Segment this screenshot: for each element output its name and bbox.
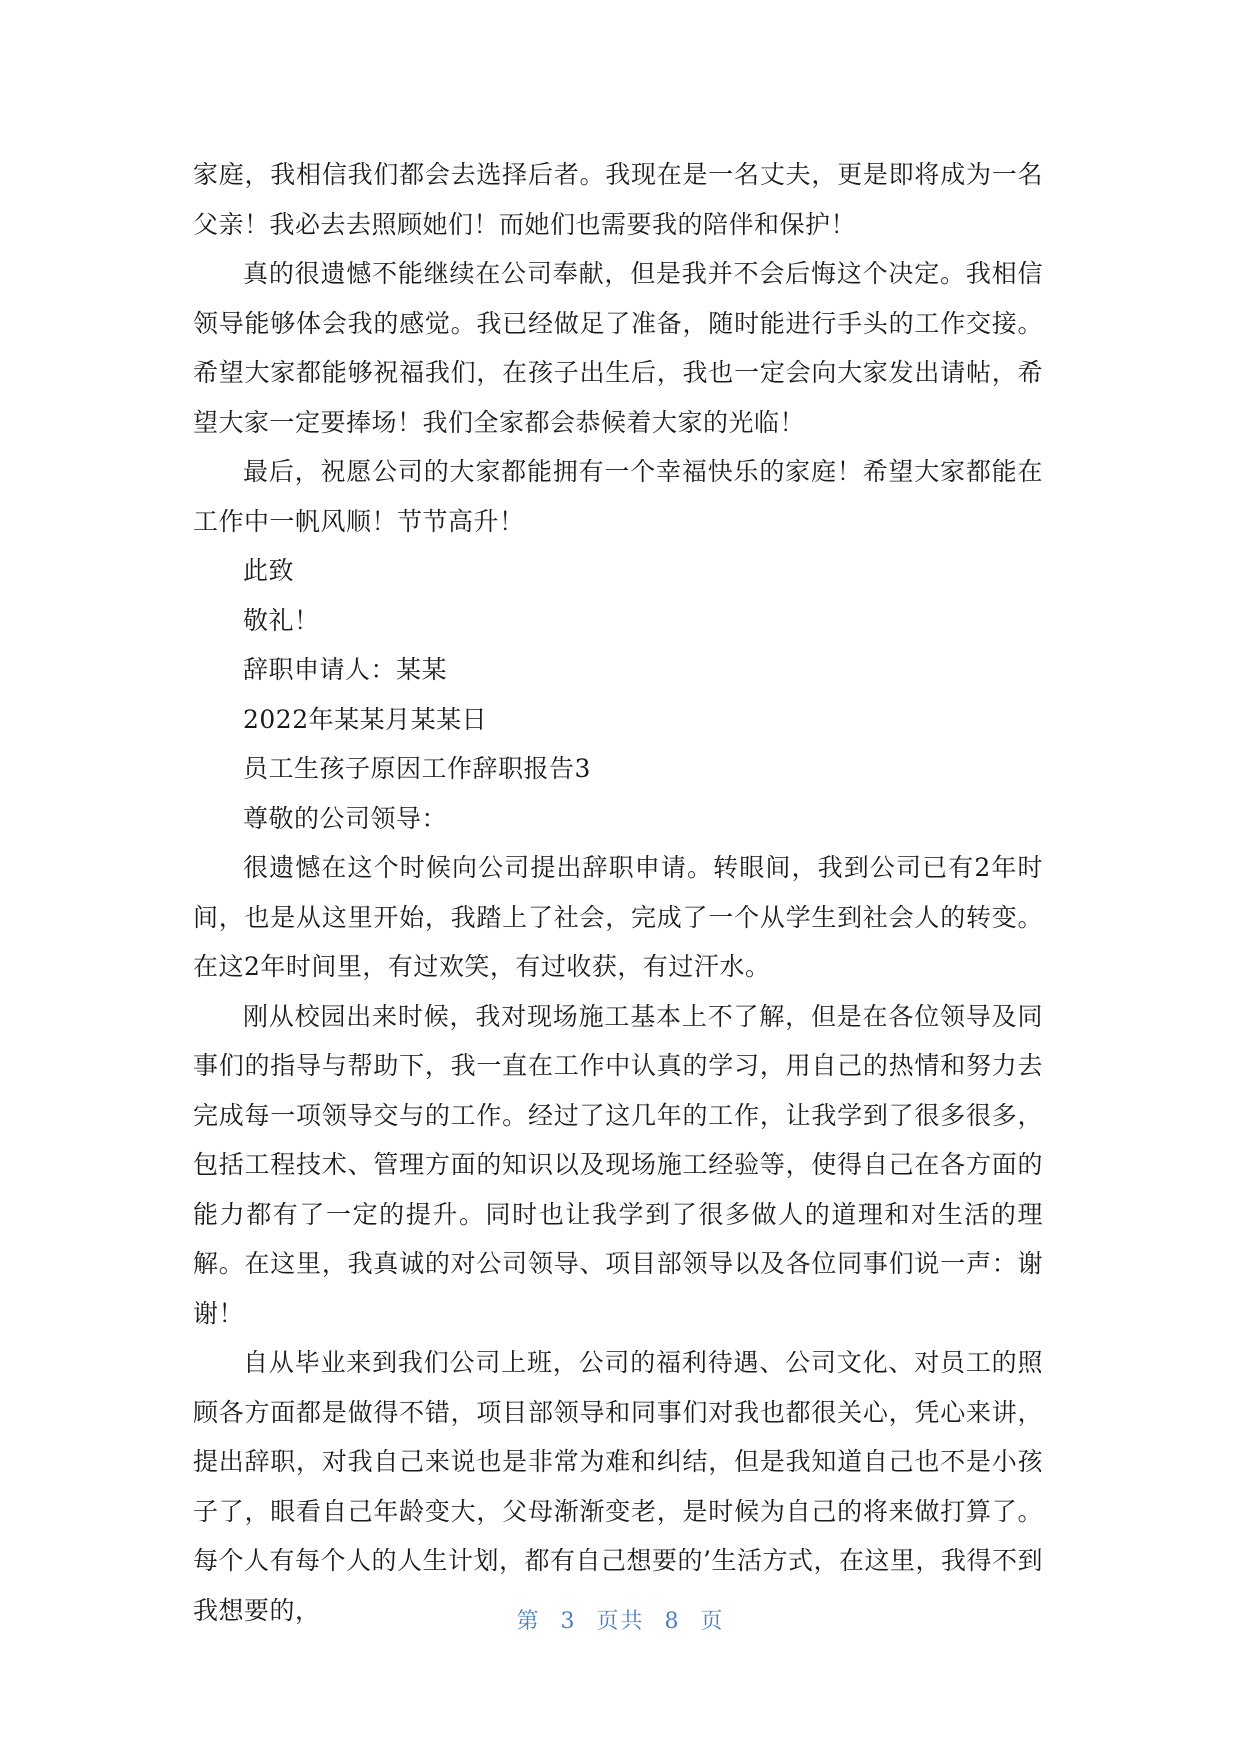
paragraph: 自从毕业来到我们公司上班，公司的福利待遇、公司文化、对员工的照顾各方面都是做得不错，项目部领导和同事们对我也都很关心，凭心来讲，提出辞职，对我自己来说也是非常为难和纠结，但是我知道自己也不是小孩子了，眼看自己年龄变大，父母渐渐变老，是时候为自己的将来做打算了。每个人有每个人的人生计划，都有自己想要的’生活方式，在这里，我得不到我想要的， <box>193 1348 1043 1625</box>
paragraph: 很遗憾在这个时候向公司提出辞职申请。转眼间，我到公司已有2年时间，也是从这里开始，我踏上了社会，完成了一个从学生到社会人的转变。在这2年时间里，有过欢笑，有过收获，有过汗水。 <box>193 853 1043 981</box>
document-body <box>193 150 1043 1635</box>
paragraph: 最后，祝愿公司的大家都能拥有一个幸福快乐的家庭！希望大家都能在工作中一帆风顺！节节高升！ <box>193 457 1043 536</box>
page-prefix: 第 <box>516 1609 541 1634</box>
paragraph: 真的很遗憾不能继续在公司奉献，但是我并不会后悔这个决定。我相信领导能够体会我的感觉。我已经做足了准备，随时能进行手头的工作交接。希望大家都能够祝福我们，在孩子出生后，我也一定会向大家发出请帖，希望大家一定要捧场！我们全家都会恭候着大家的光临！ <box>193 259 1043 437</box>
applicant-signature: 辞职申请人：某某 <box>243 655 448 684</box>
closing-salutation: 此致 <box>243 556 295 585</box>
current-page-number: 3 <box>560 1609 577 1634</box>
greeting: 尊敬的公司领导： <box>243 803 448 833</box>
paragraph: 刚从校园出来时候，我对现场施工基本上不了解，但是在各位领导及同事们的指导与帮助下，我一直在工作中认真的学习，用自己的热情和努力去完成每一项领导交与的工作。经过了这几年的工作，让我学到了很多很多，包括工程技术、管理方面的知识以及现场施工经验等，使得自己在各方面的能力都有了一定的提升。同时也让我学到了很多做人的道理和对生活的理解。在这里，我真诚的对公司领导、项目部领导以及各位同事们说一声：谢谢！ <box>193 1001 1043 1328</box>
closing-regards: 敬礼！ <box>243 605 320 635</box>
letter-date: 2022年某某月某某日 <box>243 704 488 734</box>
section-title: 员工生孩子原因工作辞职报告3 <box>243 754 591 783</box>
page-suffix: 页 <box>700 1609 725 1634</box>
page-footer <box>0 1604 1241 1635</box>
page-middle: 页共 <box>596 1609 645 1634</box>
total-pages-number: 8 <box>664 1609 681 1634</box>
paragraph: 家庭，我相信我们都会去选择后者。我现在是一名丈夫，更是即将成为一名父亲！我必去去照顾她们！而她们也需要我的陪伴和保护！ <box>193 160 1043 239</box>
